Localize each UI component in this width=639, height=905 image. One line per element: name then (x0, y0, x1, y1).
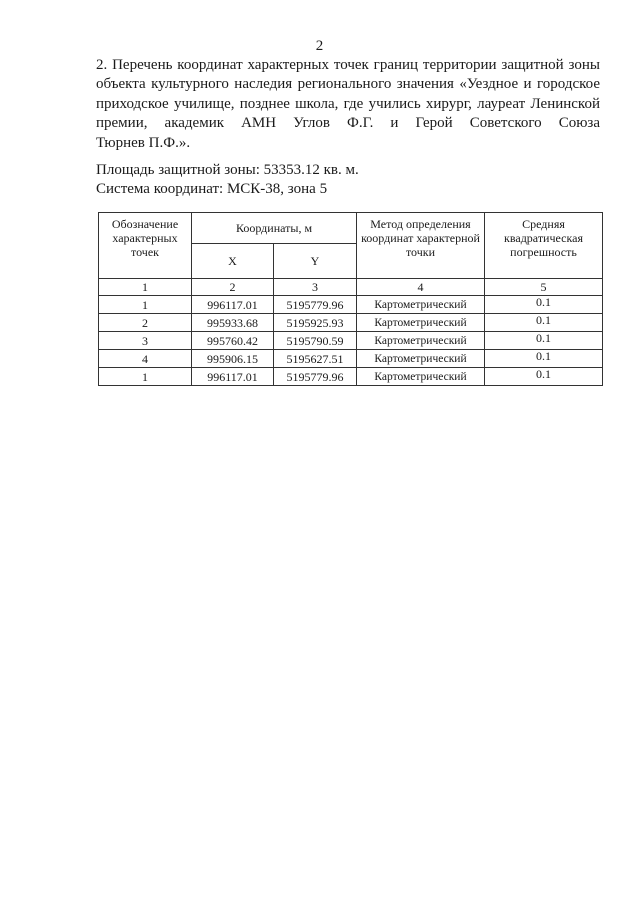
paragraph-line: объекта культурного наследия регионального значения «Уездное и городское (96, 76, 600, 93)
table-row (99, 314, 603, 332)
table-row (99, 332, 603, 350)
cell-error: 0.1 (485, 314, 603, 332)
coordinates-table (98, 212, 603, 386)
cell-y: 5195779.96 (274, 296, 357, 314)
cell-error: 0.1 (485, 296, 603, 314)
header-x: X (192, 244, 274, 279)
cell-x: 995933.68 (192, 314, 274, 332)
header-method: Метод определения координат характерной точки (357, 213, 485, 279)
cell-point: 1 (99, 296, 192, 314)
header-y: Y (274, 244, 357, 279)
cell-x: 996117.01 (192, 368, 274, 386)
paragraph-line: 2. Перечень координат характерных точек границ территории защитной зоны (96, 57, 600, 73)
cell-x: 995760.42 (192, 332, 274, 350)
table-row (99, 368, 603, 386)
cell-error: 0.1 (485, 368, 603, 386)
column-number: 5 (485, 279, 603, 296)
zone-description-paragraph (96, 56, 600, 153)
column-number: 1 (99, 279, 192, 296)
table-row (99, 350, 603, 368)
cell-method: Картометрический (357, 296, 485, 314)
cell-point: 1 (99, 368, 192, 386)
zone-area-text: Площадь защитной зоны: 53353.12 кв. м. (96, 162, 359, 178)
header-point-designation: Обозначение характерных точек (99, 213, 192, 279)
paragraph-line: Тюрнев П.Ф.». (96, 134, 191, 151)
cell-y: 5195790.59 (274, 332, 357, 350)
page-number: 2 (315, 38, 324, 54)
header-mean-square-error: Средняя квадратическая погрешность (485, 213, 603, 279)
table-row (99, 296, 603, 314)
cell-y: 5195779.96 (274, 368, 357, 386)
cell-x: 996117.01 (192, 296, 274, 314)
cell-point: 4 (99, 350, 192, 368)
column-number: 3 (274, 279, 357, 296)
cell-x: 995906.15 (192, 350, 274, 368)
column-number: 2 (192, 279, 274, 296)
cell-y: 5195627.51 (274, 350, 357, 368)
cell-error: 0.1 (485, 332, 603, 350)
cell-method: Картометрический (357, 314, 485, 332)
paragraph-line: приходское училище, позднее школа, где учились хирург, лауреат Ленинской (96, 95, 600, 112)
cell-point: 3 (99, 332, 192, 350)
paragraph-line: премии, академик АМН Углов Ф.Г. и Герой Советского Союза (96, 115, 600, 132)
cell-method: Картометрический (357, 350, 485, 368)
cell-point: 2 (99, 314, 192, 332)
cell-y: 5195925.93 (274, 314, 357, 332)
coordinate-system-text: Система координат: МСК-38, зона 5 (96, 181, 328, 197)
header-coordinates: Координаты, м (192, 213, 357, 244)
cell-method: Картометрический (357, 332, 485, 350)
cell-error: 0.1 (485, 350, 603, 368)
column-number-row (99, 279, 603, 296)
cell-method: Картометрический (357, 368, 485, 386)
column-number: 4 (357, 279, 485, 296)
